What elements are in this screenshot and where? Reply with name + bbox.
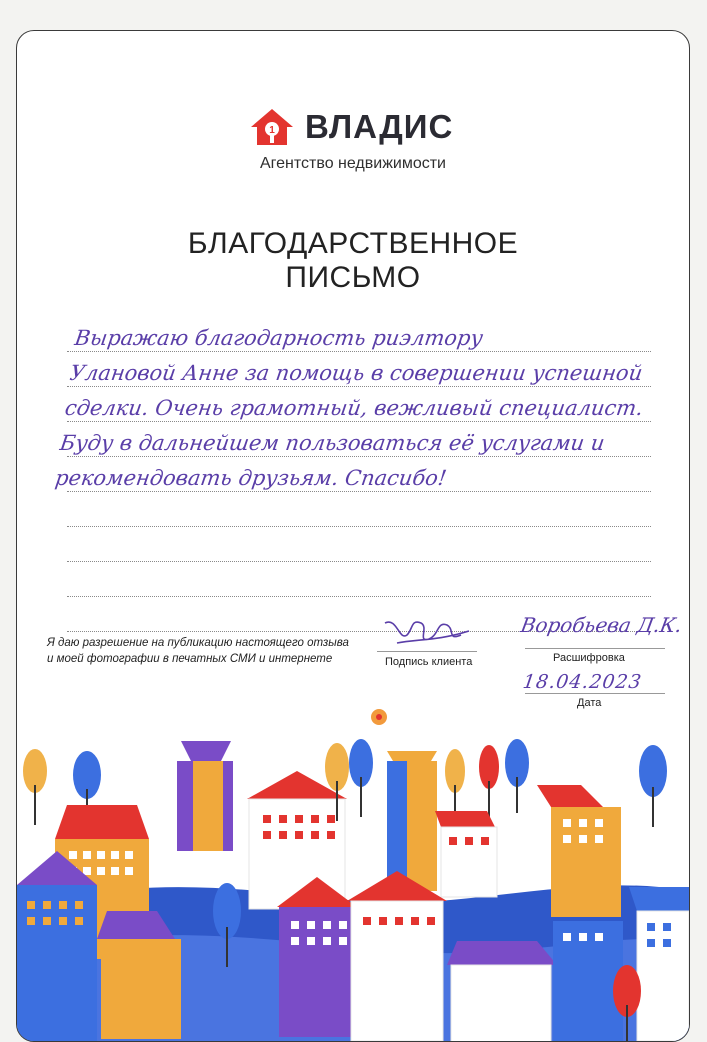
ruled-line: [67, 526, 651, 527]
date-value: 18.04.2023: [521, 671, 644, 693]
handwritten-line: Улановой Анне за помощь в совершении успешной: [68, 361, 645, 385]
brand-subtitle: Агентство недвижимости: [260, 155, 446, 172]
handwritten-message: [53, 321, 678, 496]
client-signature: [377, 613, 477, 653]
ruled-line: [67, 596, 651, 597]
letter-title-line2: ПИСЬМО: [285, 261, 421, 294]
consent-line: и моей фотографии в печатных СМИ и интернете: [47, 653, 333, 665]
letter-title-line1: БЛАГОДАРСТВЕННОЕ: [187, 227, 519, 260]
consent-line: Я даю разрешение на публикацию настоящего отзыва: [47, 637, 349, 649]
date-underline: [525, 693, 665, 694]
letter-title: [17, 227, 689, 295]
brand-name: ВЛАДИС: [305, 108, 454, 145]
city-illustration: [17, 701, 689, 1041]
publication-consent: [47, 635, 349, 667]
logo-badge-number: 1: [269, 125, 275, 136]
letter-sheet: [16, 30, 690, 1042]
decode-underline: [525, 648, 665, 649]
brand-logo: [249, 107, 453, 147]
handwritten-line: Выражаю благодарность риэлтору: [73, 326, 485, 350]
name-decoding: Воробьева Д.К.: [518, 613, 685, 637]
signature-label: Подпись клиента: [385, 656, 473, 668]
house-key-icon: [249, 107, 295, 147]
decode-label: Расшифровка: [553, 652, 625, 664]
handwritten-line: сделки. Очень грамотный, вежливый специалист.: [63, 396, 645, 420]
signature-underline: [377, 651, 477, 652]
ruled-line: [67, 561, 651, 562]
date-label: Дата: [577, 697, 602, 709]
handwritten-line: Буду в дальнейшем пользоваться её услугами и: [58, 431, 607, 455]
handwritten-line: рекомендовать друзьям. Спасибо!: [53, 466, 449, 490]
